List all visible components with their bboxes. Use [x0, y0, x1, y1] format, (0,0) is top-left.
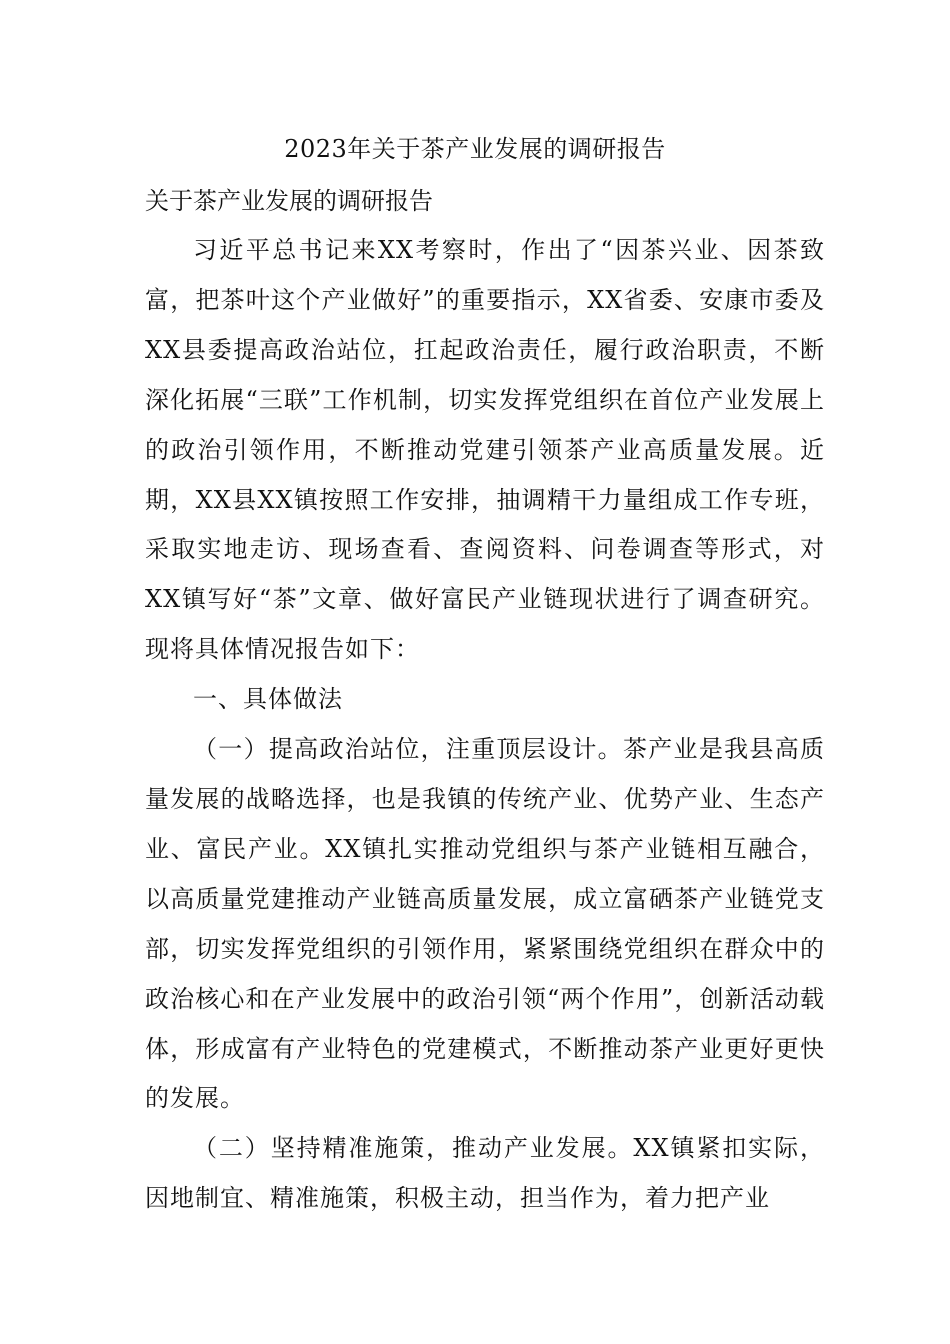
document-subtitle: 关于茶产业发展的调研报告 — [145, 187, 433, 215]
section-heading: 一、具体做法 — [193, 685, 343, 714]
paragraph-intro: 习近平总书记来XX考察时，作出了“因茶兴业、因茶致富，把茶叶这个产业做好”的重要指示，XX省委、安康市委及XX县委提高政治站位，扛起政治责任，履行政治职责，不断深化拓展“三联”工作机制，切实发挥党组织在首位产业发展上的政治引领作用，不断推动党建引领茶产业高质量发展。近期，XX县XX镇按照工作安排，抽调精干力量组成工作专班，采取实地走访、现场查看、查阅资料、问卷调查等形式，对XX镇写好“茶”文章、做好富民产业链现状进行了调查研究。现将具体情况报告如下： — [145, 236, 825, 664]
document-title: 2023年关于茶产业发展的调研报告 — [284, 135, 666, 163]
paragraph-point-1: （一）提高政治站位，注重顶层设计。茶产业是我县高质量发展的战略选择，也是我镇的传统产业、优势产业、生态产业、富民产业。XX镇扎实推动党组织与茶产业链相互融合，以高质量党建推动产业链高质量发展，成立富硒茶产业链党支部，切实发挥党组织的引领作用，紧紧围绕党组织在群众中的政治核心和在产业发展中的政治引领“两个作用”，创新活动载体，形成富有产业特色的党建模式，不断推动茶产业更好更快的发展。 — [145, 735, 825, 1113]
document-body — [145, 226, 825, 1224]
paragraph-point-2: （二）坚持精准施策，推动产业发展。XX镇紧扣实际，因地制宜、精准施策，积极主动，担当作为，着力把产业 — [145, 1134, 825, 1213]
